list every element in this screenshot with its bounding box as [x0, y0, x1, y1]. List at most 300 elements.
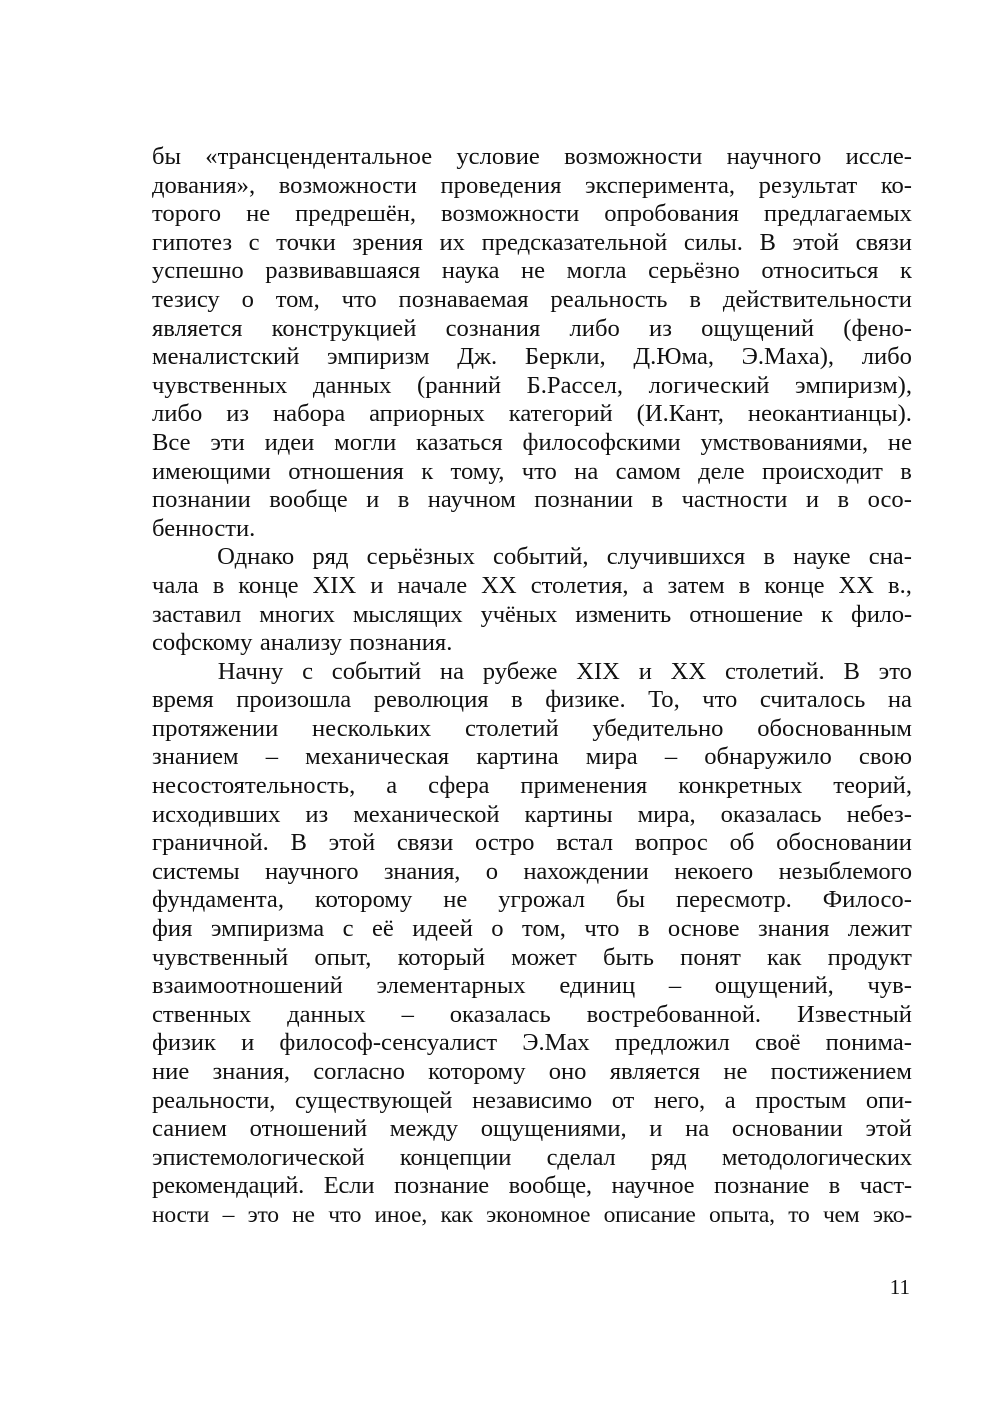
text-line: [152, 515, 912, 544]
word: реальности,: [152, 1086, 276, 1114]
word: серьёзных: [366, 543, 475, 571]
line-words: [152, 1172, 912, 1201]
word: познаваемая: [398, 285, 529, 313]
word: обнаружило: [704, 743, 832, 771]
word: от: [611, 1086, 635, 1114]
word: эпистемологической: [152, 1143, 365, 1171]
word: не: [723, 1058, 748, 1085]
word: априорных: [369, 400, 485, 428]
word: казаться: [416, 428, 503, 456]
word: постижением: [770, 1058, 912, 1085]
line-words: [152, 229, 912, 258]
word: познания.: [349, 629, 453, 657]
word: востребованной.: [586, 1000, 762, 1028]
text-line: [152, 1058, 912, 1087]
word: философскими: [522, 428, 681, 456]
word: умствованиями,: [700, 428, 869, 456]
word: заставил: [152, 600, 242, 628]
word: вообще: [269, 486, 348, 514]
line-words: [152, 886, 912, 915]
word: проведения: [440, 171, 562, 199]
word: вопрос: [634, 829, 708, 857]
word: Все: [152, 428, 191, 456]
word: что: [702, 686, 738, 714]
word: чувственный: [152, 943, 289, 971]
line-words: [152, 486, 912, 515]
word: чала: [152, 571, 199, 599]
word: согласно: [313, 1058, 405, 1085]
word: физик: [152, 1029, 216, 1057]
text-line: [152, 686, 912, 715]
line-words: [152, 858, 912, 887]
word: опыта,: [709, 1201, 775, 1228]
word: основе: [667, 915, 740, 943]
word: событий: [331, 657, 422, 685]
word: на: [887, 686, 912, 714]
word: ощущений: [701, 314, 815, 342]
word: относиться: [761, 257, 879, 285]
word: точки: [276, 228, 336, 256]
word: идеи: [264, 428, 315, 456]
word: ощущений,: [714, 972, 834, 1000]
word: остро: [475, 829, 535, 857]
word: в: [212, 571, 225, 599]
text-line: [152, 629, 912, 658]
word: на: [685, 1115, 710, 1143]
word: физике.: [545, 686, 626, 714]
word: некоего: [674, 857, 754, 885]
word: а: [386, 772, 398, 800]
word: с: [302, 657, 314, 685]
word: к: [421, 457, 434, 485]
text-line: [152, 486, 912, 515]
word: ряд: [650, 1143, 687, 1171]
word: и: [370, 571, 384, 599]
word: набора: [273, 400, 346, 428]
word: встал: [556, 829, 614, 857]
word: элементарных: [376, 972, 526, 1000]
word: этой: [865, 1115, 912, 1143]
word: Если: [323, 1172, 375, 1200]
word: сфера: [428, 772, 490, 800]
text-line: [152, 458, 912, 487]
paragraph: [152, 143, 912, 543]
text-line: [152, 200, 912, 229]
word: к: [821, 600, 833, 628]
word: их: [439, 228, 465, 256]
text-line: [152, 944, 912, 973]
text-line: [152, 658, 912, 687]
word: мира,: [637, 800, 696, 828]
word: с: [342, 915, 354, 943]
word: чув-: [867, 972, 912, 1000]
word: знанием: [152, 743, 239, 771]
word: ряд: [312, 543, 349, 571]
word: В: [290, 829, 307, 857]
word: опробования: [604, 200, 739, 228]
text-line: [152, 543, 912, 572]
word: событий,: [493, 543, 589, 571]
line-words: [152, 429, 912, 458]
word: –: [668, 972, 682, 1000]
word: возможности: [441, 200, 580, 228]
line-words: [152, 715, 912, 744]
word: санием: [152, 1115, 227, 1143]
word: –: [222, 1201, 235, 1228]
word: Известный: [796, 1000, 912, 1028]
word: наука: [441, 257, 500, 285]
word: существующей: [294, 1086, 453, 1114]
line-words: [152, 172, 912, 201]
word: рубеже: [482, 657, 558, 685]
word: описание: [603, 1201, 696, 1228]
line-words: [152, 343, 912, 372]
word: Беркли,: [524, 343, 606, 371]
line-words: [152, 286, 912, 315]
word: опи-: [865, 1086, 912, 1114]
word: то: [788, 1201, 810, 1228]
word: применения: [520, 772, 648, 800]
word: свою: [858, 743, 912, 771]
word: многих: [259, 600, 335, 628]
word: это: [247, 1201, 279, 1228]
text-line: [152, 858, 912, 887]
word: начале: [397, 571, 468, 599]
text-line: [152, 286, 912, 315]
word: эмпиризм),: [795, 371, 912, 399]
line-words: [152, 315, 912, 344]
word: картины: [524, 800, 613, 828]
line-words: [152, 629, 912, 658]
word: тому,: [450, 457, 505, 485]
word: науке: [793, 543, 851, 571]
word: продукт: [827, 943, 912, 971]
text-line: [152, 743, 912, 772]
word: быть: [602, 943, 654, 971]
word: экономное: [486, 1201, 591, 1228]
word: развивавшаяся: [265, 257, 421, 285]
word: оказалась: [720, 800, 822, 828]
word: фило-: [850, 600, 912, 628]
text-line: [152, 886, 912, 915]
word: ние: [152, 1058, 190, 1085]
word: зрения: [352, 228, 423, 256]
word: фундамента,: [152, 886, 284, 914]
paragraph: [152, 543, 912, 657]
word: эмпиризм: [327, 343, 430, 371]
word: на: [574, 457, 599, 485]
word: Б.Рассел,: [526, 371, 623, 399]
word: это: [878, 657, 912, 685]
word: считалось: [759, 686, 866, 714]
word: что: [341, 285, 377, 313]
word: В: [759, 228, 776, 256]
word: в: [763, 543, 776, 571]
text-line: [152, 829, 912, 858]
word: в: [738, 571, 751, 599]
word: столетий.: [724, 657, 825, 685]
word: данных: [287, 1000, 366, 1028]
word: познании: [152, 486, 251, 514]
word: о: [491, 915, 504, 943]
line-words: [152, 1001, 912, 1030]
word: Э.Мах: [522, 1029, 590, 1057]
word: частности: [681, 486, 788, 514]
text-line: [152, 400, 912, 429]
word: вообще,: [508, 1172, 592, 1200]
word: То,: [648, 686, 680, 714]
word: могла: [566, 257, 627, 285]
text-line: [152, 257, 912, 286]
word: что: [521, 457, 557, 485]
word: является: [609, 1058, 701, 1085]
line-words: [152, 543, 912, 572]
word: которому: [314, 886, 413, 914]
word: гипотез: [152, 228, 233, 256]
word: познании: [534, 486, 634, 514]
word: (И.Кант,: [636, 400, 724, 428]
word: опыт,: [314, 943, 372, 971]
word: Д.Юма,: [633, 343, 715, 371]
word: (фено-: [843, 314, 912, 342]
word: время: [152, 686, 214, 714]
word: является: [152, 314, 243, 342]
word: меналистский: [152, 343, 300, 371]
word: в.,: [888, 571, 912, 599]
word: из: [226, 400, 250, 428]
word: анализу: [259, 629, 342, 657]
word: в: [651, 486, 664, 514]
word: мира: [585, 743, 638, 771]
word: бенности.: [152, 514, 256, 542]
word: а: [642, 571, 654, 599]
word: независимо: [472, 1086, 592, 1114]
word: знания,: [212, 1058, 291, 1085]
word: рекомендаций.: [152, 1172, 305, 1200]
word: –: [401, 1000, 414, 1028]
word: несостоятельность,: [152, 772, 356, 800]
word: фия: [152, 915, 193, 943]
word: методологических: [721, 1143, 912, 1171]
word: конце: [764, 571, 825, 599]
word: нескольких: [312, 714, 432, 742]
word: столетий: [465, 714, 559, 742]
word: В: [843, 657, 860, 685]
line-words: [152, 601, 912, 630]
word: об: [729, 829, 755, 857]
word: Дж.: [457, 343, 498, 371]
word: затем: [667, 571, 725, 599]
word: научном: [427, 486, 516, 514]
word: него,: [653, 1086, 705, 1114]
word: результат: [758, 171, 858, 199]
word: о: [485, 857, 498, 885]
word: как: [767, 943, 802, 971]
line-words: [152, 400, 912, 429]
line-words: [152, 686, 912, 715]
text-line: [152, 715, 912, 744]
text-line: [152, 1029, 912, 1058]
word: XX: [838, 571, 875, 599]
word: част-: [859, 1172, 912, 1200]
word: о: [241, 285, 254, 313]
line-words: [152, 515, 912, 544]
word: что: [584, 915, 620, 943]
word: бы: [615, 886, 645, 914]
word: в: [397, 486, 410, 514]
word: научного: [726, 143, 822, 170]
word: серьёзно: [648, 257, 740, 285]
word: в: [900, 457, 912, 485]
word: революция: [373, 686, 489, 714]
text-line: [152, 172, 912, 201]
word: философ-сенсуалист: [279, 1029, 498, 1057]
word: возможности: [278, 171, 417, 199]
word: ко-: [880, 171, 912, 199]
word: протяжении: [152, 714, 279, 742]
word: бы: [152, 143, 182, 170]
line-words: [152, 1029, 912, 1058]
word: системы: [152, 857, 240, 885]
text-line: [152, 1144, 912, 1173]
word: лежит: [847, 915, 912, 943]
text-line: [152, 1001, 912, 1030]
word: эти: [210, 428, 245, 456]
word: XX: [481, 571, 517, 599]
paragraph-indent: [152, 543, 199, 572]
text-line: [152, 429, 912, 458]
word: сознания: [445, 314, 541, 342]
word: научного: [265, 857, 359, 885]
paragraph: [152, 658, 912, 1230]
word: либо: [569, 314, 620, 342]
word: не: [887, 428, 912, 456]
word: и: [638, 657, 652, 685]
word: механической: [353, 800, 500, 828]
page-number: 11: [889, 1275, 910, 1299]
line-words: [152, 1144, 912, 1173]
word: конце: [238, 571, 299, 599]
text-line: [152, 772, 912, 801]
word: механическая: [305, 743, 450, 771]
word: эксперимента,: [584, 171, 736, 199]
word: том,: [521, 915, 566, 943]
text-line: [152, 372, 912, 401]
word: конструкцией: [271, 314, 417, 342]
word: либо: [152, 400, 203, 428]
word: не: [292, 1201, 315, 1228]
word: произошла: [236, 686, 352, 714]
word: и: [366, 486, 380, 514]
word: может: [511, 943, 577, 971]
word: –: [664, 743, 678, 771]
word: между: [389, 1115, 459, 1143]
line-words: [152, 1201, 912, 1230]
line-words: [152, 772, 912, 801]
word: Э.Маха),: [741, 343, 835, 371]
word: знания: [757, 915, 830, 943]
text-line: [152, 343, 912, 372]
word: небез-: [846, 800, 912, 828]
word: конкретных: [678, 772, 803, 800]
line-words: [152, 257, 912, 286]
word: научное: [611, 1172, 695, 1200]
word: которому: [428, 1058, 526, 1085]
word: сделал: [546, 1143, 616, 1171]
text-line: [152, 601, 912, 630]
text-line: [152, 915, 912, 944]
word: иное,: [374, 1201, 428, 1228]
word: осо-: [867, 486, 912, 514]
word: «трансцендентальное: [205, 143, 433, 170]
text-line: [152, 1115, 912, 1144]
line-words: [152, 915, 912, 944]
word: пересмотр.: [675, 886, 792, 914]
word: ощущениями,: [480, 1115, 627, 1143]
word: обоснованным: [757, 714, 912, 742]
line-words: [152, 944, 912, 973]
word: столетия,: [530, 571, 629, 599]
line-words: [152, 458, 912, 487]
word: силы.: [683, 228, 743, 256]
word: реальность: [550, 285, 668, 313]
word: (ранний: [417, 371, 502, 399]
word: к: [900, 257, 912, 285]
word: категорий: [508, 400, 613, 428]
word: том,: [275, 285, 320, 313]
word: XIX: [576, 657, 620, 685]
word: Начну: [217, 657, 284, 685]
text-line: [152, 315, 912, 344]
word: логический: [648, 371, 770, 399]
word: граничной.: [152, 829, 269, 857]
word: дования»,: [152, 171, 256, 199]
word: не: [246, 200, 271, 228]
text-line: [152, 229, 912, 258]
word: простым: [755, 1086, 847, 1114]
line-words: [152, 200, 912, 229]
word: этой: [328, 829, 376, 857]
word: понима-: [825, 1029, 912, 1057]
word: отношений: [249, 1115, 368, 1143]
text-line: [152, 972, 912, 1001]
word: самом: [615, 457, 681, 485]
line-words: [152, 1115, 912, 1144]
word: с: [248, 228, 260, 256]
word: отношение: [689, 600, 803, 628]
word: что: [328, 1201, 362, 1228]
word: возможности: [564, 143, 703, 170]
text-line: [152, 143, 912, 172]
line-words: [152, 372, 912, 401]
word: изменить: [575, 600, 672, 628]
word: мыслящих: [352, 600, 463, 628]
word: из: [305, 800, 329, 828]
word: тезису: [152, 285, 220, 313]
word: который: [397, 943, 485, 971]
word: –: [265, 743, 279, 771]
word: концепции: [399, 1143, 512, 1171]
word: чувственных: [152, 371, 288, 399]
word: чем: [822, 1201, 860, 1228]
word: знания,: [383, 857, 461, 885]
word: отношения: [288, 457, 404, 485]
word: связи: [855, 228, 912, 256]
word: этой: [792, 228, 839, 256]
word: эко-: [872, 1201, 912, 1228]
word: иссле-: [845, 143, 912, 170]
word: познание: [393, 1172, 490, 1200]
